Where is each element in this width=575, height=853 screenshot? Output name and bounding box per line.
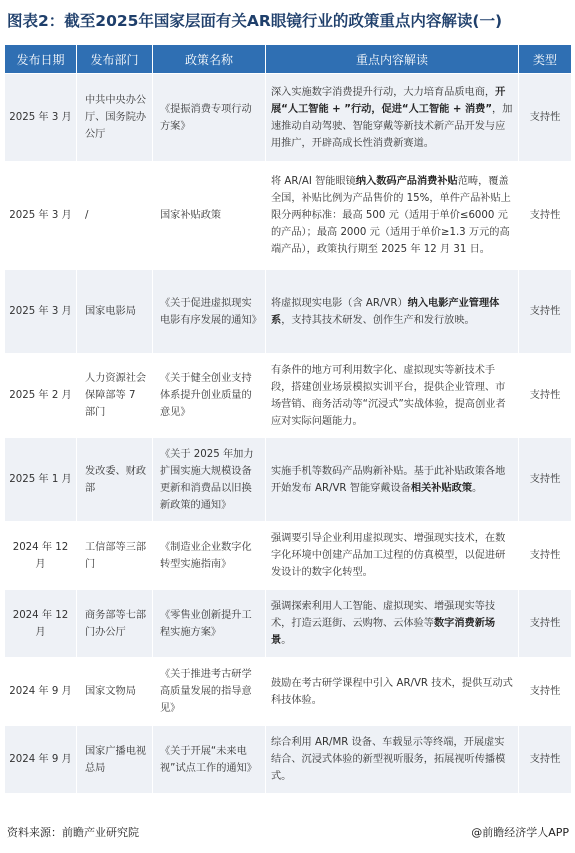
table-row (5, 354, 572, 438)
content-text: 实施手机等数码产品购新补贴。基于此补贴政策各地开始发布 AR/VR 智能穿戴设备 (271, 465, 506, 494)
content-text: 。 (281, 635, 292, 646)
header-name: 政策名称 (153, 45, 266, 74)
content-text: 将 AR/AI 智能眼镜 (271, 176, 356, 187)
content-text: 综合利用 AR/MR 设备、车载显示等终端，开展虚实结合、沉浸式体验的新型视听服务，拓展视听传播模式。 (271, 737, 506, 782)
cell-name: 《关于健全创业支持体系提升创业质量的意见》 (153, 354, 266, 438)
content-text: 鼓励在考古研学课程中引入 AR/VR 技术，提供互动式科技体验。 (271, 677, 513, 706)
content-text: ，支持其技术研发、创作生产和发行放映。 (281, 314, 475, 326)
table-row (5, 522, 572, 590)
cell-content (266, 726, 519, 794)
cell-date: 2025 年 2 月 (5, 354, 77, 438)
cell-dept: 国家电影局 (77, 270, 153, 354)
content-text: 强调探索利用人工智能、虚拟现实、增强现实等技术，打造云逛街、云购物、云体验等 (271, 601, 496, 629)
cell-content (266, 590, 519, 658)
cell-date: 2025 年 3 月 (5, 74, 77, 162)
header-date: 发布日期 (5, 45, 77, 74)
cell-type: 支持性 (519, 354, 572, 438)
cell-content (266, 522, 519, 590)
table-row (5, 74, 572, 162)
cell-dept: 工信部等三部门 (77, 522, 153, 590)
footer (7, 824, 569, 842)
cell-name: 《提振消费专项行动方案》 (153, 74, 266, 162)
cell-type: 支持性 (519, 522, 572, 590)
cell-content (266, 658, 519, 726)
table-row (5, 658, 572, 726)
content-text: 强调要引导企业利用虚拟现实、增强现实技术，在数字化环境中创建产品加工过程的仿真模型，以促进研发设计的数字化转型。 (271, 533, 506, 578)
cell-dept: 国家广播电视总局 (77, 726, 153, 794)
content-text: 有条件的地方可利用数字化、虚拟现实等新技术手段，搭建创业场景模拟实训平台，提供企业管理、市场营销、商务活动等“沉浸式”实战体验，提高创业者应对实际问题能力。 (271, 364, 506, 427)
brand-credit: @前瞻经济学人APP (471, 826, 569, 839)
content-text: 范畴，覆盖全国，补贴比例为产品售价的 15%，单件产品补贴上限分两种标准：最高 500 元（适用于单价≤6000 元的产品）；最高 2000 元（适用于单价≥1.3 万元的高端产品），政策执行期至 2025 年 12 月 31 日。 (271, 176, 511, 255)
highlight-text: 相关补贴政策 (410, 482, 473, 494)
cell-dept: 人力资源社会保障部等 7 部门 (77, 354, 153, 438)
header-type: 类型 (519, 45, 572, 74)
cell-content (266, 74, 519, 162)
cell-date: 2024 年 12 月 (5, 522, 77, 590)
table-row (5, 162, 572, 270)
cell-dept: 发改委、财政部 (77, 438, 153, 522)
table-row (5, 438, 572, 522)
cell-type: 支持性 (519, 438, 572, 522)
highlight-text: 纳入电影产业管理体系 (271, 297, 500, 326)
cell-dept: 国家文物局 (77, 658, 153, 726)
highlight-text: 开展“人工智能 + ”行动，促进“人工智能 + 消费” (271, 86, 506, 115)
cell-name: 《关于促进虚拟现实电影有序发展的通知》 (153, 270, 266, 354)
cell-name: 《零售业创新提升工程实施方案》 (153, 590, 266, 658)
table-row (5, 270, 572, 354)
cell-type: 支持性 (519, 590, 572, 658)
cell-content (266, 162, 519, 270)
cell-name: 《关于推进考古研学高质量发展的指导意见》 (153, 658, 266, 726)
cell-dept: / (77, 162, 153, 270)
cell-name: 《关于开展“未来电视”试点工作的通知》 (153, 726, 266, 794)
content-text: 。 (472, 482, 483, 494)
policy-table (4, 44, 572, 794)
cell-type: 支持性 (519, 726, 572, 794)
cell-content (266, 354, 519, 438)
content-text: ，加速推动自动驾驶、智能穿戴等新技术新产品开发与应用推广，开辟高成长性消费新赛道。 (271, 103, 513, 149)
cell-name: 《关于 2025 年加力扩围实施大规模设备更新和消费品以旧换新政策的通知》 (153, 438, 266, 522)
header-content: 重点内容解读 (266, 45, 519, 74)
cell-date: 2024 年 9 月 (5, 658, 77, 726)
cell-type: 支持性 (519, 270, 572, 354)
cell-date: 2025 年 3 月 (5, 270, 77, 354)
table-row (5, 726, 572, 794)
content-text: 将虚拟现实电影（含 AR/VR） (271, 297, 408, 309)
header-dept: 发布部门 (77, 45, 153, 74)
page-title: 图表2：截至2025年国家层面有关AR眼镜行业的政策重点内容解读(一) (7, 12, 503, 30)
cell-date: 2025 年 3 月 (5, 162, 77, 270)
cell-type: 支持性 (519, 162, 572, 270)
cell-dept: 商务部等七部门办公厅 (77, 590, 153, 658)
table-row (5, 590, 572, 658)
content-text: 深入实施数字消费提升行动，大力培育品质电商， (271, 86, 496, 98)
source-note: 资料来源：前瞻产业研究院 (7, 826, 139, 839)
highlight-text: 纳入数码产品消费补贴 (355, 176, 458, 187)
cell-content (266, 438, 519, 522)
highlight-text: 数字消费新场景 (271, 618, 496, 646)
cell-date: 2024 年 12 月 (5, 590, 77, 658)
cell-dept: 中共中央办公厅、国务院办公厅 (77, 74, 153, 162)
table-header-row (5, 45, 572, 74)
cell-date: 2024 年 9 月 (5, 726, 77, 794)
cell-name: 国家补贴政策 (153, 162, 266, 270)
cell-type: 支持性 (519, 658, 572, 726)
cell-date: 2025 年 1 月 (5, 438, 77, 522)
cell-content (266, 270, 519, 354)
cell-name: 《制造业企业数字化转型实施指南》 (153, 522, 266, 590)
cell-type: 支持性 (519, 74, 572, 162)
